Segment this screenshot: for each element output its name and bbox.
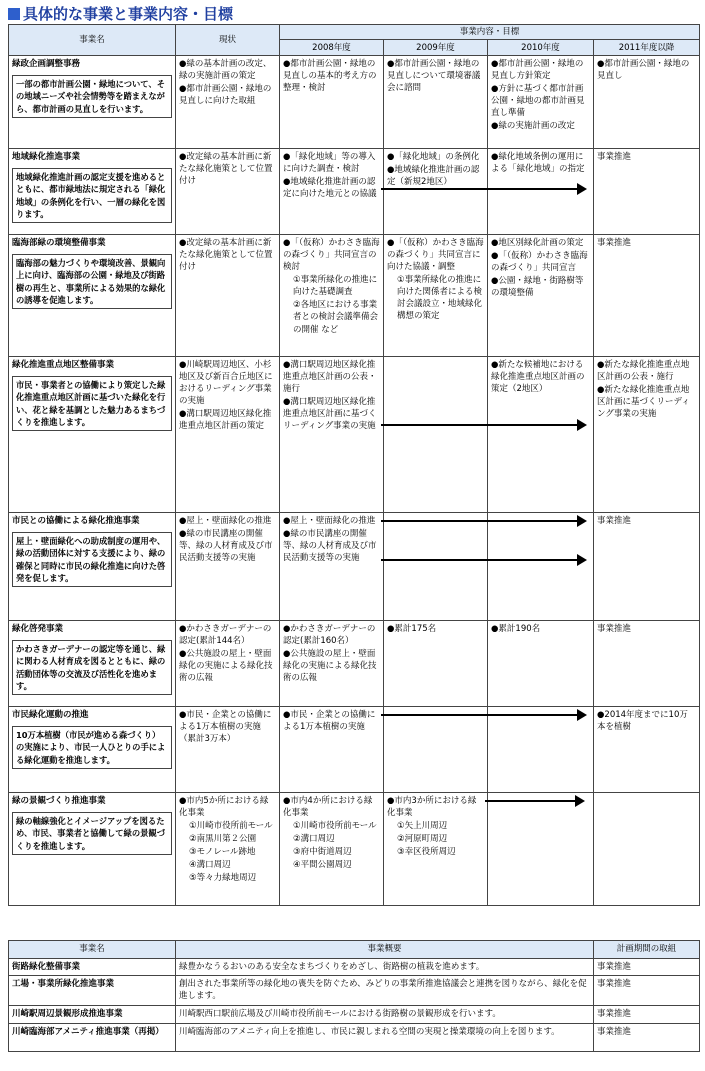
cell-line: ●新たな候補地における緑化推進重点地区計画の策定（2地区） xyxy=(491,360,585,395)
table-row xyxy=(9,149,700,235)
project-description: 屋上・壁面緑化への助成制度の運用や、緑の活動団体に対する支援により、緑の確保と同時に市民の緑化推進に向けた啓発を促します。 xyxy=(12,532,172,587)
cell-line: ②南黒川第２公園 xyxy=(189,834,257,845)
project-name-cell xyxy=(9,513,176,621)
cell-line: ●都市計画公園・緑地の見直しの基本的考え方の整理・検討 xyxy=(283,59,377,94)
cell-y2010 xyxy=(488,513,594,621)
header-name: 事業名 xyxy=(9,25,176,56)
page-title-text: 具体的な事業と事業内容・目標 xyxy=(23,5,234,23)
cell-line: ●累計175名 xyxy=(387,624,437,635)
project-name-cell xyxy=(9,621,176,707)
table-row xyxy=(9,1006,700,1024)
cell-line: ●川崎駅周辺地区、小杉地区及び新百合丘地区におけるリーディング事業の実施 xyxy=(179,360,273,407)
table-row xyxy=(9,513,700,621)
cell-line: ③府中街道周辺 xyxy=(293,847,352,858)
header-2008: 2008年度 xyxy=(280,40,384,56)
cell-y2010 xyxy=(488,707,594,793)
project-description: 地域緑化推進計画の認定支援を進めるとともに、都市緑地法に規定される「緑化地域」の条例化を行い、一層の緑化を図ります。 xyxy=(12,168,172,223)
project-name-cell xyxy=(9,707,176,793)
cell-line: ②各地区における事業者との検討会議準備会の開催 など xyxy=(293,300,379,335)
cell-line: ●緑の市民講座の開催等、緑の人材育成及び市民活動支援等の実施 xyxy=(283,529,377,564)
project-description: 市民・事業者との協働により策定した緑化推進重点地区計画に基づいた緑化を行い、花と緑を基調とした魅力あるまちづくりを推進します。 xyxy=(12,376,172,431)
bottom-name-cell: 川崎臨海部アメニティ推進事業（再掲） xyxy=(9,1024,176,1052)
header-2010: 2010年度 xyxy=(488,40,594,56)
project-schedule-table xyxy=(8,24,700,906)
cell-line: ●新たな緑化推進重点地区計画の公表・施行 xyxy=(597,360,690,383)
cell-y2008 xyxy=(280,621,384,707)
cell-line: 事業推進 xyxy=(597,238,632,249)
cell-y2008 xyxy=(280,235,384,357)
cell-y2011 xyxy=(594,56,700,149)
cell-line: ●都市計画公園・緑地の見直し方針策定 xyxy=(491,59,584,82)
bottom-summary-cell: 創出された事業所等の緑化地の喪失を防ぐため、みどりの事業所推進協議会と連携を図りながら、緑化を促進します。 xyxy=(176,976,594,1006)
table-row xyxy=(9,793,700,906)
project-name: 地域緑化推進事業 xyxy=(12,152,81,163)
bottom-name-cell: 川崎駅周辺景観形成推進事業 xyxy=(9,1006,176,1024)
cell-line: ●都市計画公園・緑地の見直しに向けた取組 xyxy=(179,84,272,107)
project-description: 臨海部の魅力づくりや環境改善、景観向上に向け、臨海部の公園・緑地及び街路樹の再生と、事業所による効果的な緑化の誘導を促進します。 xyxy=(12,254,172,309)
cell-line: ●溝口駅周辺地区緑化推進重点地区計画の策定 xyxy=(179,409,272,432)
bottom-name-cell: 街路緑化整備事業 xyxy=(9,959,176,976)
cell-line: ②溝口周辺 xyxy=(293,834,335,845)
cell-y2011 xyxy=(594,707,700,793)
cell-line: ●屋上・壁面緑化の推進 xyxy=(283,516,376,527)
cell-line: ③幸区役所周辺 xyxy=(397,847,456,858)
cell-line: ●新たな緑化推進重点地区計画に基づくリーディング事業の実施 xyxy=(597,385,690,420)
table-row xyxy=(9,235,700,357)
cell-line: ①事業所緑化の推進に向けた関係者による検討会議設立・地域緑化構想の策定 xyxy=(397,275,483,322)
cell-line: ●溝口駅周辺地区緑化推進重点地区計画の公表・施行 xyxy=(283,360,377,395)
cell-line: ●地域緑化推進計画の認定（新規2地区） xyxy=(387,165,480,188)
cell-line: ●市民・企業との協働による1万本植樹の実施（累計3万本） xyxy=(179,710,272,745)
cell-y2008 xyxy=(280,513,384,621)
cell-y2009 xyxy=(384,513,488,621)
header-group: 事業内容・目標 xyxy=(280,25,700,40)
cell-line: ●「緑化地域」等の導入に向けた調査・検討 xyxy=(283,152,376,175)
cell-line: ①矢上川周辺 xyxy=(397,821,448,832)
cell-y2009 xyxy=(384,235,488,357)
header-2011: 2011年度以降 xyxy=(594,40,700,56)
table-row xyxy=(9,959,700,976)
cell-line: ●屋上・壁面緑化の推進 xyxy=(179,516,272,527)
project-name: 緑化啓発事業 xyxy=(12,624,64,635)
cell-y2010 xyxy=(488,56,594,149)
cell-line: ①川崎市役所前モール xyxy=(293,821,377,832)
cell-y2011 xyxy=(594,793,700,906)
page-title xyxy=(8,3,233,25)
project-name: 市民との協働による緑化推進事業 xyxy=(12,516,140,527)
cell-current xyxy=(176,513,280,621)
cell-current xyxy=(176,56,280,149)
project-description: かわさきガーデナーの認定等を通じ、緑に関わる人材育成を図るとともに、緑の活動団体等の交流及び活性化を進めます。 xyxy=(12,640,172,695)
bottom-plan-cell: 事業推進 xyxy=(594,1024,700,1052)
bottom-summary-cell: 緑豊かなうるおいのある安全なまちづくりをめざし、街路樹の植栽を進めます。 xyxy=(176,959,594,976)
bottom-header-name: 事業名 xyxy=(9,941,176,959)
cell-line: 事業推進 xyxy=(597,624,632,635)
cell-y2009 xyxy=(384,707,488,793)
cell-line: 事業推進 xyxy=(597,152,632,163)
bottom-name-cell: 工場・事業所緑化推進事業 xyxy=(9,976,176,1006)
cell-line: ①川崎市役所前モール xyxy=(189,821,273,832)
cell-y2008 xyxy=(280,793,384,906)
cell-line: ●公共施設の屋上・壁面緑化の実施による緑化技術の広報 xyxy=(283,649,377,684)
cell-line: ●公園・緑地・街路樹等の環境整備 xyxy=(491,276,584,299)
cell-y2008 xyxy=(280,149,384,235)
cell-line: ●公共施設の屋上・壁面緑化の実施による緑化技術の広報 xyxy=(179,649,273,684)
cell-line: ④平間公園周辺 xyxy=(293,860,352,871)
project-description: 10万本植樹（市民が進める森づくり）の実施により、市民一人ひとりの手による緑化運動を推進します。 xyxy=(12,726,172,769)
project-name: 緑化推進重点地区整備事業 xyxy=(12,360,115,371)
cell-line: ●かわさきガーデナーの認定(累計160名） xyxy=(283,624,376,647)
cell-line: ●市内4か所における緑化事業 xyxy=(283,796,373,819)
table-row xyxy=(9,1024,700,1052)
cell-line: ●都市計画公園・緑地の見直し xyxy=(597,59,690,82)
header-2009: 2009年度 xyxy=(384,40,488,56)
cell-y2010 xyxy=(488,357,594,513)
cell-y2008 xyxy=(280,357,384,513)
cell-line: ●改定緑の基本計画に新たな緑化施策として位置付け xyxy=(179,152,273,187)
cell-y2010 xyxy=(488,235,594,357)
cell-current xyxy=(176,357,280,513)
cell-current xyxy=(176,707,280,793)
table-row xyxy=(9,56,700,149)
title-square-icon xyxy=(8,8,20,20)
project-name-cell xyxy=(9,793,176,906)
project-name: 緑政企画調整事務 xyxy=(12,59,81,70)
cell-line: ●「緑化地域」の条例化 xyxy=(387,152,480,163)
cell-y2008 xyxy=(280,707,384,793)
cell-line: ●改定緑の基本計画に新たな緑化施策として位置付け xyxy=(179,238,273,273)
cell-y2009 xyxy=(384,621,488,707)
project-name-cell xyxy=(9,357,176,513)
cell-line: ③モノレール跡地 xyxy=(189,847,256,858)
cell-y2010 xyxy=(488,793,594,906)
bottom-header-plan: 計画期間の取組 xyxy=(594,941,700,959)
cell-y2011 xyxy=(594,357,700,513)
cell-line: 事業推進 xyxy=(597,516,632,527)
cell-current xyxy=(176,621,280,707)
header-current: 現状 xyxy=(176,25,280,56)
cell-line: ●「（仮称）かわさき臨海の森づくり」共同宣言 xyxy=(491,251,588,274)
cell-line: ●緑化地域条例の運用による「緑化地域」の指定 xyxy=(491,152,585,175)
project-name-cell xyxy=(9,56,176,149)
cell-line: ②河原町周辺 xyxy=(397,834,448,845)
cell-y2008 xyxy=(280,56,384,149)
bottom-plan-cell: 事業推進 xyxy=(594,1006,700,1024)
cell-line: ●地区別緑化計画の策定 xyxy=(491,238,584,249)
cell-line: ●2014年度までに10万本を植樹 xyxy=(597,710,688,733)
cell-line: ●都市計画公園・緑地の見直しについて環境審議会に諮問 xyxy=(387,59,481,94)
cell-line: ●市内3か所における緑化事業 xyxy=(387,796,477,819)
project-description: 緑の軸線強化とイメージアップを図るため、市民、事業者と協働して緑の景観づくりを推進します。 xyxy=(12,812,172,855)
cell-line: ●かわさきガーデナーの認定(累計144名） xyxy=(179,624,272,647)
cell-y2010 xyxy=(488,621,594,707)
bottom-header-summary: 事業概要 xyxy=(176,941,594,959)
cell-y2009 xyxy=(384,793,488,906)
project-name-cell xyxy=(9,149,176,235)
cell-line: ●「（仮称）かわさき臨海の森づくり」共同宣言に向けた協議・調整 xyxy=(387,238,484,273)
cell-y2009 xyxy=(384,357,488,513)
cell-y2009 xyxy=(384,149,488,235)
bottom-summary-cell: 川崎臨海部のアメニティ向上を推進し、市民に親しまれる空間の実現と操業環境の向上を図ります。 xyxy=(176,1024,594,1052)
bottom-plan-cell: 事業推進 xyxy=(594,959,700,976)
cell-line: ●地域緑化推進計画の認定に向けた地元との協議 xyxy=(283,177,377,200)
cell-line: ●「（仮称）かわさき臨海の森づくり」共同宣言の検討 xyxy=(283,238,380,273)
cell-current xyxy=(176,235,280,357)
cell-y2011 xyxy=(594,235,700,357)
bottom-plan-cell: 事業推進 xyxy=(594,976,700,1006)
project-name: 緑の景観づくり推進事業 xyxy=(12,796,106,807)
cell-line: ●累計190名 xyxy=(491,624,541,635)
cell-y2011 xyxy=(594,513,700,621)
table-row xyxy=(9,621,700,707)
project-name-cell xyxy=(9,235,176,357)
cell-line: ①事業所緑化の推進に向けた基礎調査 xyxy=(293,275,378,298)
table-row xyxy=(9,976,700,1006)
cell-y2009 xyxy=(384,56,488,149)
project-description: 一部の都市計画公園・緑地について、その地域ニーズや社会情勢等を踏まえながら、都市計画の見直しを行います。 xyxy=(12,75,172,118)
cell-current xyxy=(176,149,280,235)
cell-current xyxy=(176,793,280,906)
cell-y2011 xyxy=(594,149,700,235)
cell-line: ④溝口周辺 xyxy=(189,860,231,871)
cell-line: ●溝口駅周辺地区緑化推進重点地区計画に基づくリーディング事業の実施 xyxy=(283,397,377,432)
project-name: 市民緑化運動の推進 xyxy=(12,710,89,721)
cell-y2011 xyxy=(594,621,700,707)
cell-line: ●方針に基づく都市計画公園・緑地の都市計画見直し準備 xyxy=(491,84,585,119)
cell-line: ⑤等々力緑地周辺 xyxy=(189,873,257,884)
cell-line: ●市内5か所における緑化事業 xyxy=(179,796,269,819)
other-projects-table xyxy=(8,940,700,1052)
table-row xyxy=(9,707,700,793)
table-row xyxy=(9,357,700,513)
project-name: 臨海部緑の環境整備事業 xyxy=(12,238,106,249)
cell-line: ●緑の実施計画の改定 xyxy=(491,121,575,132)
cell-y2010 xyxy=(488,149,594,235)
cell-line: ●緑の市民講座の開催等、緑の人材育成及び市民活動支援等の実施 xyxy=(179,529,273,564)
cell-line: ●市民・企業との協働による1万本植樹の実施 xyxy=(283,710,376,733)
bottom-summary-cell: 川崎駅西口駅前広場及び川崎市役所前モールにおける街路樹の景観形成を行います。 xyxy=(176,1006,594,1024)
timeline-arrow-icon xyxy=(485,795,585,807)
cell-line: ●緑の基本計画の改定、緑の実施計画の策定 xyxy=(179,59,272,82)
